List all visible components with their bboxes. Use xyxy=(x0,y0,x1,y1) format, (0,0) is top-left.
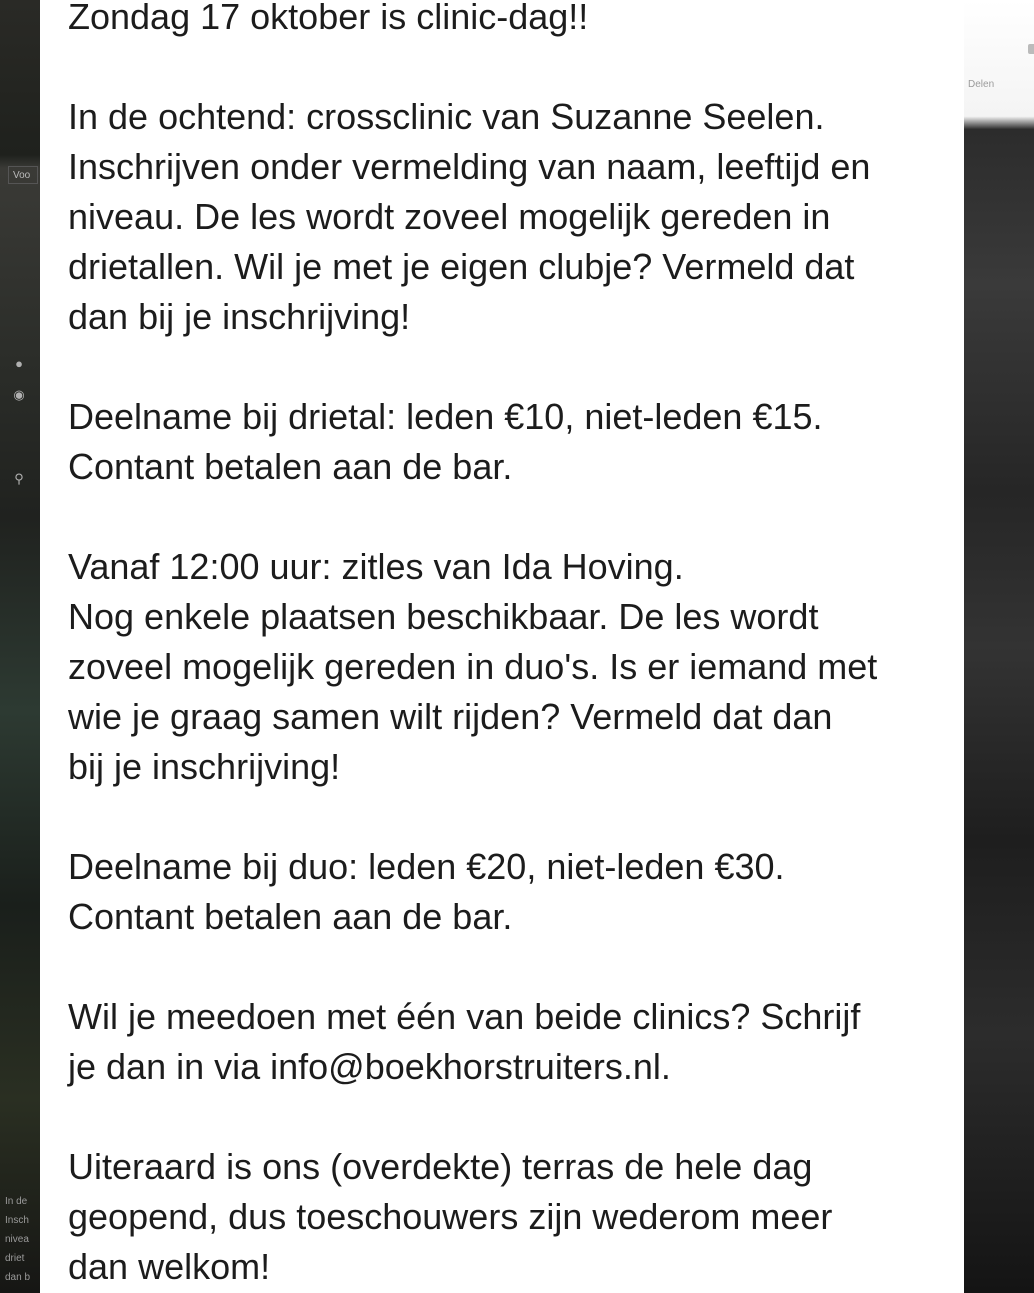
camera-icon: ◉ xyxy=(13,387,25,402)
post-line: Vanaf 12:00 uur: zitles van Ida Hoving. xyxy=(68,546,684,587)
post-line: Uiteraard is ons (overdekte) terras de hele dag xyxy=(68,1146,813,1187)
post-paragraph xyxy=(68,992,958,1092)
post-title-block xyxy=(68,0,958,42)
background-snippet-line: nivea xyxy=(5,1234,29,1245)
background-snippet-line: Insch xyxy=(5,1215,29,1226)
post-line: Contant betalen aan de bar. xyxy=(68,446,513,487)
post-line: je dan in via info@boekhorstruiters.nl. xyxy=(68,1046,671,1087)
post-line: zoveel mogelijk gereden in duo's. Is er iemand met xyxy=(68,646,878,687)
post-line: Nog enkele plaatsen beschikbaar. De les wordt xyxy=(68,596,819,637)
post-line: wie je graag samen wilt rijden? Vermeld dat dan xyxy=(68,696,833,737)
post-paragraph xyxy=(68,92,958,342)
post-line: geopend, dus toeschouwers zijn wederom meer xyxy=(68,1196,833,1237)
background-snippet-line: dan b xyxy=(5,1272,31,1283)
post-text xyxy=(68,0,958,1293)
post-line: Deelname bij drietal: leden €10, niet-leden €15. xyxy=(68,396,823,437)
post-line: Inschrijven onder vermelding van naam, leeftijd en xyxy=(68,146,871,187)
post-title: Zondag 17 oktober is clinic-dag!! xyxy=(68,0,589,37)
background-left-button: Voo xyxy=(8,166,38,184)
post-line: Wil je meedoen met één van beide clinics? Schrijf xyxy=(68,996,861,1037)
search-icon: ⚲ xyxy=(14,471,24,486)
post-paragraph xyxy=(68,1142,958,1292)
post-line: drietallen. Wil je met je eigen clubje? Vermeld dat xyxy=(68,246,855,287)
post-panel xyxy=(40,0,964,1293)
post-paragraph xyxy=(68,542,958,792)
background-right-panel xyxy=(964,0,1034,1293)
share-icon xyxy=(1028,44,1034,54)
post-line: Contant betalen aan de bar. xyxy=(68,896,513,937)
post-line: Deelname bij duo: leden €20, niet-leden €30. xyxy=(68,846,785,887)
person-icon: ● xyxy=(15,356,23,371)
background-left-panel xyxy=(0,0,40,1293)
post-line: dan bij je inschrijving! xyxy=(68,296,411,337)
post-paragraph xyxy=(68,842,958,942)
post-line: niveau. De les wordt zoveel mogelijk gereden in xyxy=(68,196,831,237)
post-paragraph xyxy=(68,392,958,492)
background-share-label: Delen xyxy=(968,79,995,90)
post-line: dan welkom! xyxy=(68,1246,271,1287)
post-line: bij je inschrijving! xyxy=(68,746,341,787)
post-paragraphs xyxy=(68,92,958,1292)
background-snippet-line: driet xyxy=(5,1253,25,1264)
background-snippet-line: In de xyxy=(5,1196,28,1207)
post-line: In de ochtend: crossclinic van Suzanne Seelen. xyxy=(68,96,825,137)
